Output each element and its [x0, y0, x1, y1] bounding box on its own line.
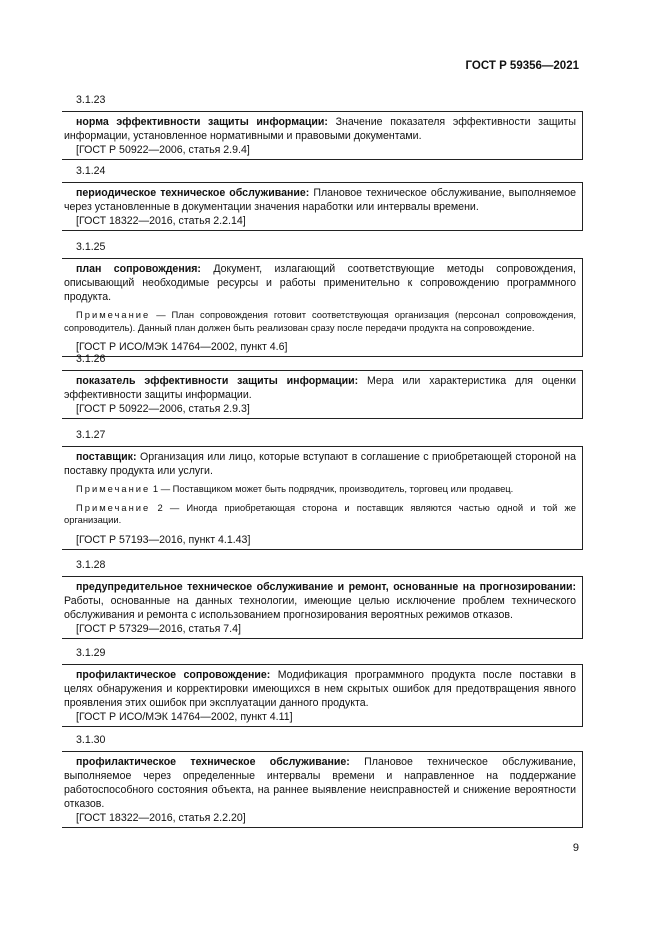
term-number: 3.1.26: [76, 353, 106, 365]
term-entry-3-1-25: [62, 240, 583, 357]
term-entry-3-1-23: [62, 93, 583, 160]
note-label: Примечание: [76, 309, 151, 320]
term-source: [ГОСТ 18322—2016, статья 2.2.14]: [76, 215, 246, 227]
page-number: 9: [572, 842, 579, 854]
note-text: — План сопровождения готовит соответствующая организация (персонал сопровождения, сопроводитель). Данный план должен быть реализован сразу после передачи продукта на сопровождение.: [64, 309, 576, 333]
term-box: [62, 446, 583, 550]
term-source: [ГОСТ Р 57193—2016, пункт 4.1.43]: [76, 533, 251, 546]
term-source: [ГОСТ Р 50922—2006, статья 2.9.3]: [76, 403, 250, 415]
term-entry-3-1-24: [62, 164, 583, 231]
note-label: Примечание: [76, 483, 151, 494]
term-number: 3.1.27: [76, 429, 106, 441]
term-source: [ГОСТ Р ИСО/МЭК 14764—2002, пункт 4.11]: [76, 711, 293, 723]
term-entry-3-1-29: [62, 646, 583, 727]
term-number: 3.1.30: [76, 734, 106, 746]
term-box: [62, 370, 583, 419]
term-number: 3.1.23: [76, 94, 106, 106]
definition-text: Работы, основанные на данных технологии, имеющие целью исключение проблем технического обслуживания и ремонта с использованием прогнозирования вероятных режимов отказов.: [64, 595, 576, 621]
term-entry-3-1-30: [62, 733, 583, 828]
term-box: [62, 182, 583, 231]
term-box: [62, 576, 583, 639]
definition-text: Плановое техническое обслуживание, выполняемое через определенные интервалы времени и направленное на поддержание работоспособного состояния объекта, на раннее выявление неисправностей и снижение вероятности отказов.: [64, 756, 576, 810]
term-source: [ГОСТ Р ИСО/МЭК 14764—2002, пункт 4.6]: [76, 341, 288, 353]
term-definition: [64, 115, 576, 143]
note-text: 2 — Иногда приобретающая сторона и поставщик являются частью одной и той же организации.: [64, 501, 576, 525]
term-definition: [64, 580, 576, 622]
term-entry-3-1-28: [62, 558, 583, 639]
term-title: профилактическое сопровождение:: [76, 669, 271, 681]
term-definition: [64, 262, 576, 304]
definition-text: Модификация программного продукта после поставки в целях обнаружения и корректировки имеющихся в нем скрытых ошибок для предотвращения явного проявления этих ошибок при эксплуатации данного продукта.: [64, 669, 576, 709]
term-source: [ГОСТ 18322—2016, статья 2.2.20]: [76, 812, 246, 824]
term-number: 3.1.29: [76, 647, 106, 659]
term-title: поставщик:: [76, 451, 137, 463]
term-note: [64, 483, 576, 496]
definition-text: Мера или характеристика для оценки эффективности защиты информации.: [64, 375, 576, 401]
term-entry-3-1-26: [62, 352, 583, 419]
term-definition: [64, 450, 576, 478]
definition-text: Организация или лицо, которые вступают в соглашение с приобретающей стороной на поставку продукта или услуги.: [64, 451, 576, 477]
term-entry-3-1-27: [62, 428, 583, 550]
note-text: 1 — Поставщиком может быть подрядчик, производитель, торговец или продавец.: [150, 483, 514, 494]
term-number: 3.1.24: [76, 165, 106, 177]
term-note: [64, 502, 576, 527]
document-header: ГОСТ Р 59356—2021: [465, 60, 579, 72]
term-title: периодическое техническое обслуживание:: [76, 187, 310, 199]
term-title: предупредительное техническое обслуживание и ремонт, основанные на прогнозировании:: [76, 581, 576, 593]
term-title: показатель эффективности защиты информации:: [76, 375, 359, 387]
definition-text: Значение показателя эффективности защиты информации, установленное нормативными и правовыми документами.: [64, 116, 576, 142]
term-definition: [64, 374, 576, 402]
note-label: Примечание: [76, 501, 151, 513]
term-source: [ГОСТ Р 50922—2006, статья 2.9.4]: [76, 144, 250, 156]
term-box: [62, 258, 583, 357]
term-box: [62, 111, 583, 160]
term-definition: [64, 668, 576, 710]
term-box: [62, 664, 583, 727]
term-title: план сопровождения:: [76, 263, 201, 275]
term-title: норма эффективности защиты информации:: [76, 116, 328, 128]
term-note: [64, 309, 576, 334]
term-number: 3.1.28: [76, 559, 106, 571]
term-title: профилактическое техническое обслуживание:: [76, 756, 350, 768]
term-definition: [64, 186, 576, 214]
term-box: [62, 751, 583, 828]
term-definition: [64, 755, 576, 811]
definition-text: Документ, излагающий соответствующие методы сопровождения, описывающий необходимые ресурсы и работы применительно к сопровождению программного продукта.: [64, 263, 576, 303]
definition-text: Плановое техническое обслуживание, выполняемое через установленные в документации значения наработки или интервалы времени.: [64, 187, 577, 213]
term-source: [ГОСТ Р 57329—2016, статья 7.4]: [76, 623, 241, 635]
term-number: 3.1.25: [76, 241, 106, 253]
